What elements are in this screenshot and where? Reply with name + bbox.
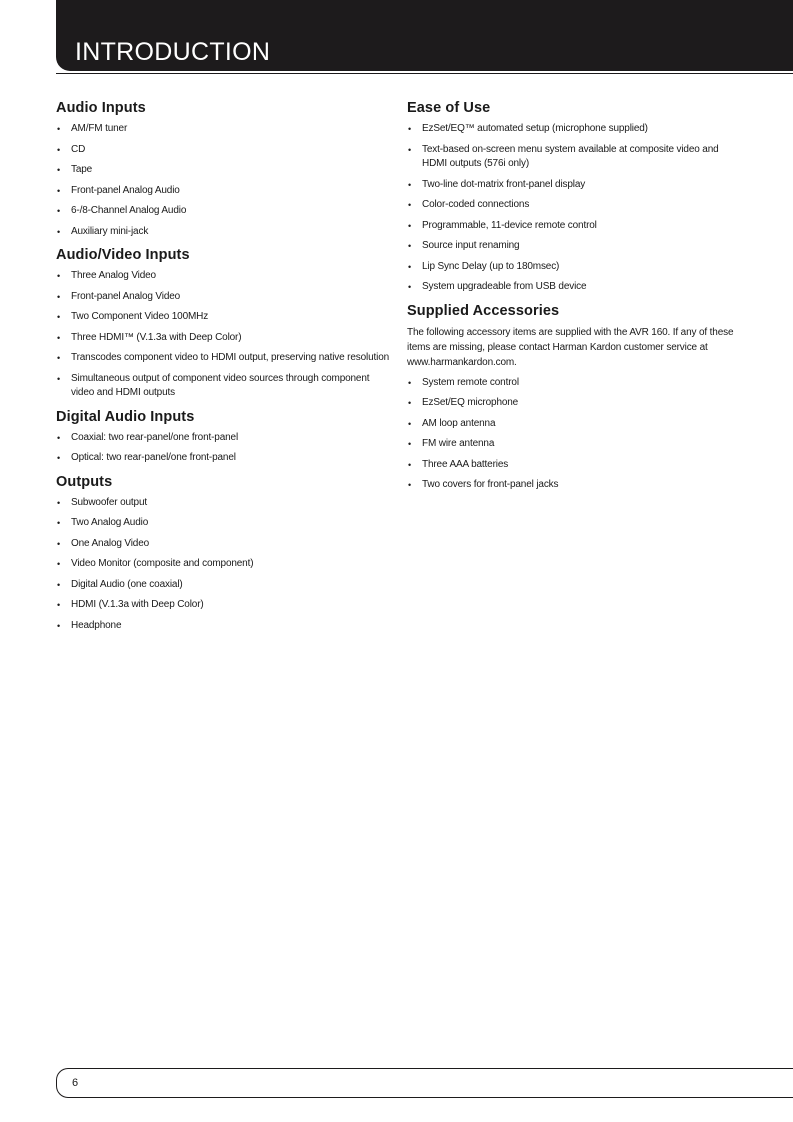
section-ease-of-use	[407, 98, 742, 295]
list-item: • EzSet/EQ microphone	[407, 396, 742, 411]
feature-list	[407, 122, 742, 295]
list-item: • Optical: two rear-panel/one front-panel	[56, 451, 392, 466]
list-item: • Three AAA batteries	[407, 458, 742, 473]
page-number: 6	[72, 1077, 79, 1089]
list-item: • AM/FM tuner	[56, 122, 392, 137]
list-item: • Programmable, 11-device remote control	[407, 219, 742, 234]
section-outputs	[56, 472, 392, 634]
list-item: • Headphone	[56, 619, 392, 634]
list-item: • Lip Sync Delay (up to 180msec)	[407, 260, 742, 275]
footer-frame	[56, 1068, 793, 1098]
list-item: • Simultaneous output of component video sources through component video and HDMI outputs	[56, 372, 392, 401]
list-item: • System upgradeable from USB device	[407, 280, 742, 295]
feature-list	[407, 376, 742, 493]
accessories-intro: The following accessory items are supplied with the AVR 160. If any of these items are missing, please contact Harman Kardon customer service at www.harmankardon.com.	[407, 326, 734, 368]
section-heading: Supplied Accessories	[407, 302, 560, 319]
feature-list	[56, 431, 392, 466]
page-title: INTRODUCTION	[75, 38, 271, 66]
section-digital-audio-inputs	[56, 407, 392, 466]
list-item: • HDMI (V.1.3a with Deep Color)	[56, 598, 392, 613]
feature-list	[56, 269, 392, 401]
list-item: • Video Monitor (composite and component)	[56, 557, 392, 572]
list-item: • Subwoofer output	[56, 496, 392, 511]
list-item: • FM wire antenna	[407, 437, 742, 452]
header-rule	[56, 73, 793, 74]
section-audio-video-inputs	[56, 245, 392, 401]
list-item: • Two Component Video 100MHz	[56, 310, 392, 325]
list-item: • CD	[56, 143, 392, 158]
left-column	[56, 98, 392, 639]
list-item: • Tape	[56, 163, 392, 178]
section-heading: Ease of Use	[407, 100, 491, 116]
list-item: • Three HDMI™ (V.1.3a with Deep Color)	[56, 331, 392, 346]
list-item: • EzSet/EQ™ automated setup (microphone supplied)	[407, 122, 742, 137]
list-item: • Two-line dot-matrix front-panel display	[407, 178, 742, 193]
section-supplied-accessories	[407, 301, 742, 493]
list-item: • One Analog Video	[56, 537, 392, 552]
list-item: • Transcodes component video to HDMI output, preserving native resolution	[56, 351, 392, 366]
list-item: • Auxiliary mini-jack	[56, 225, 392, 240]
section-audio-inputs	[56, 98, 392, 239]
list-item: • Source input renaming	[407, 239, 742, 254]
list-item: • Two covers for front-panel jacks	[407, 478, 742, 493]
list-item: • System remote control	[407, 376, 742, 391]
list-item: • Front-panel Analog Audio	[56, 184, 392, 199]
right-column	[407, 98, 742, 499]
list-item: • AM loop antenna	[407, 417, 742, 432]
list-item: • Digital Audio (one coaxial)	[56, 578, 392, 593]
list-item: • Text-based on-screen menu system available at composite video and HDMI outputs (576i only)	[407, 143, 742, 172]
list-item: • Front-panel Analog Video	[56, 290, 392, 305]
section-heading: Outputs	[56, 473, 113, 490]
list-item: • Coaxial: two rear-panel/one front-panel	[56, 431, 392, 446]
section-heading: Audio Inputs	[56, 100, 146, 116]
list-item: • Color-coded connections	[407, 198, 742, 213]
section-heading: Audio/Video Inputs	[56, 247, 190, 263]
list-item: • 6-/8-Channel Analog Audio	[56, 204, 392, 219]
feature-list	[56, 122, 392, 239]
list-item: • Three Analog Video	[56, 269, 392, 284]
list-item: • Two Analog Audio	[56, 516, 392, 531]
section-heading: Digital Audio Inputs	[56, 408, 195, 425]
feature-list	[56, 496, 392, 634]
